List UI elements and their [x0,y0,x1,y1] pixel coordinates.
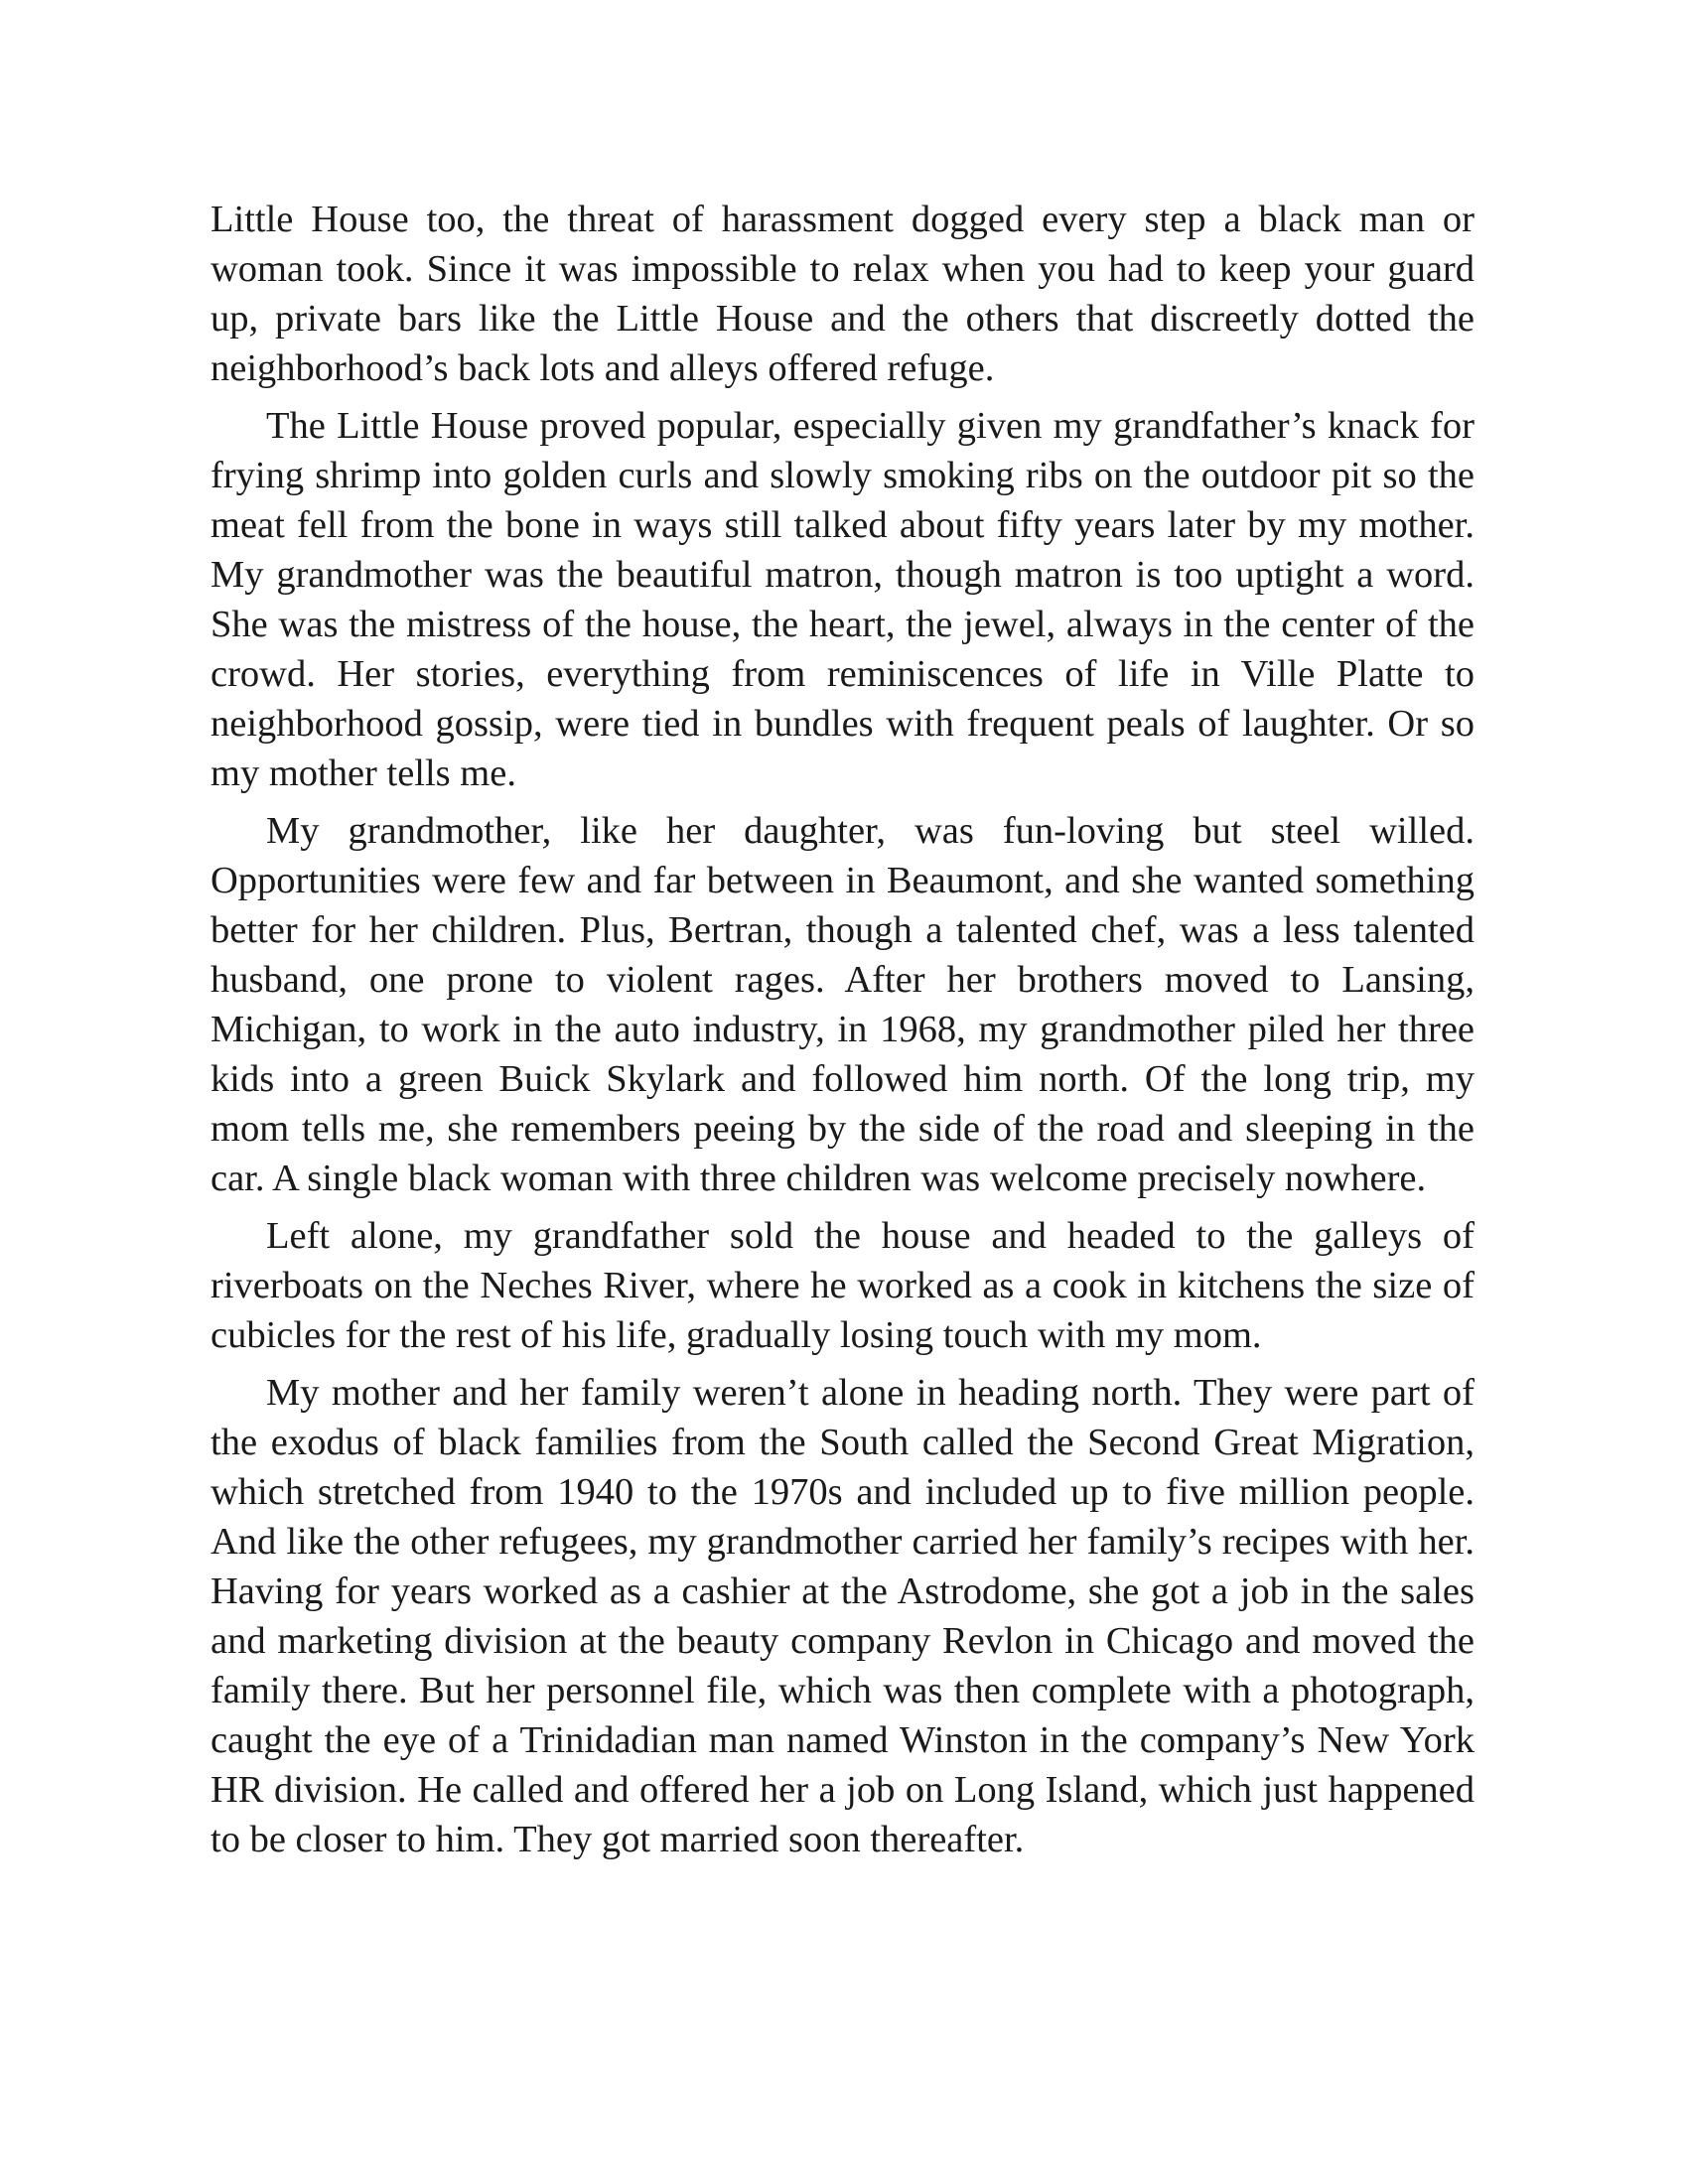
paragraph-1: Little House too, the threat of harassment dogged every step a black man or woman took. Since it was impossible to relax when you had to keep your guard up, private bars like the Little House and the others that discreetly dotted the neighborhood’s back lots and alleys offered refuge. [211,199,1475,389]
paragraph-4: Left alone, my grandfather sold the house and headed to the galleys of riverboats on the Neches River, where he worked as a cook in kitchens the size of cubicles for the rest of his life, gradually losing touch with my mom. [211,1215,1475,1356]
book-page [211,195,1475,1872]
paragraph-2: The Little House proved popular, especially given my grandfather’s knack for frying shrimp into golden curls and slowly smoking ribs on the outdoor pit so the meat fell from the bone in ways still talked about fifty years later by my mother. My grandmother was the beautiful matron, though matron is too uptight a word. She was the mistress of the house, the heart, the jewel, always in the center of the crowd. Her stories, everything from reminiscences of life in Ville Platte to neighborhood gossip, were tied in bundles with frequent peals of laughter. Or so my mother tells me. [211,405,1475,794]
paragraph-5: My mother and her family weren’t alone in heading north. They were part of the exodus of black families from the South called the Second Great Migration, which stretched from 1940 to the 1970s and included up to five million people. And like the other refugees, my grandmother carried her family’s recipes with her. Having for years worked as a cashier at the Astrodome, she got a job in the sales and marketing division at the beauty company Revlon in Chicago and moved the family there. But her personnel file, which was then complete with a photograph, caught the eye of a Trinidadian man named Winston in the company’s New York HR division. He called and offered her a job on Long Island, which just happened to be closer to him. They got married soon thereafter. [211,1372,1475,1860]
paragraph-3: My grandmother, like her daughter, was fun-loving but steel willed. Opportunities were few and far between in Beaumont, and she wanted something better for her children. Plus, Bertran, though a talented chef, was a less talented husband, one prone to violent rages. After her brothers moved to Lansing, Michigan, to work in the auto industry, in 1968, my grandmother piled her three kids into a green Buick Skylark and followed him north. Of the long trip, my mom tells me, she remembers peeing by the side of the road and sleeping in the car. A single black woman with three children was welcome precisely nowhere. [211,810,1475,1199]
